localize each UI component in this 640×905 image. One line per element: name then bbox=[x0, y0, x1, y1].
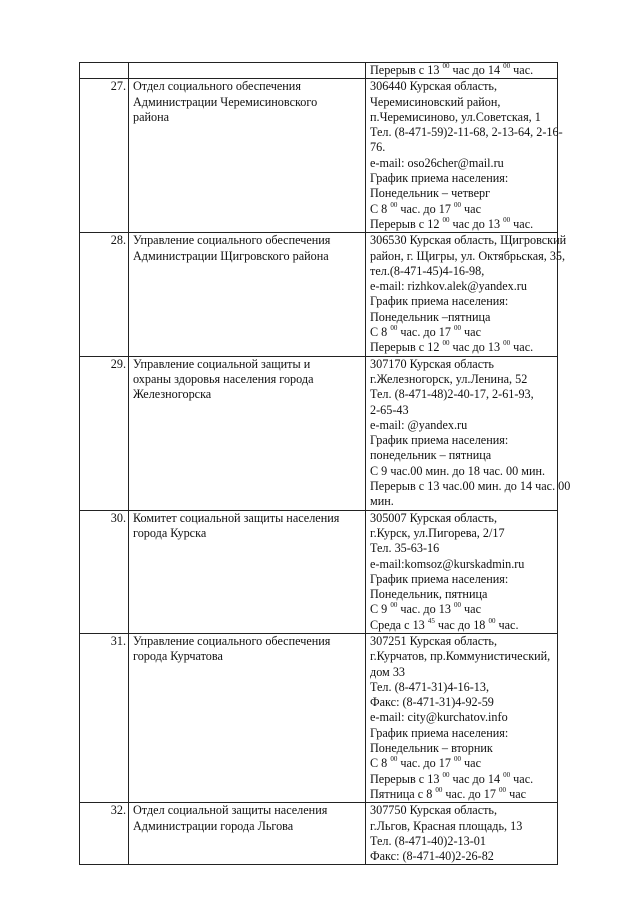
contact-line bbox=[370, 602, 555, 617]
text-fragment: Понедельник –пятница bbox=[370, 309, 491, 324]
superscript-minutes: 00 bbox=[503, 770, 511, 779]
contact-line bbox=[370, 772, 555, 787]
superscript-minutes: 00 bbox=[488, 616, 496, 625]
text-fragment: час. bbox=[510, 216, 534, 231]
department-name-line: Управление социальной защиты и bbox=[133, 356, 311, 371]
text-fragment: Перерыв с 12 bbox=[370, 340, 443, 355]
contact-line bbox=[370, 403, 555, 418]
contact-line bbox=[370, 819, 555, 834]
contact-line bbox=[370, 741, 555, 756]
text-fragment: Понедельник – четверг bbox=[370, 186, 491, 201]
contact-line bbox=[370, 357, 555, 372]
text-fragment: час. до 17 bbox=[442, 786, 500, 801]
text-fragment: С 9 час.00 мин. до 18 час. 00 мин. bbox=[370, 463, 546, 478]
department-name bbox=[129, 633, 366, 802]
text-fragment: час bbox=[461, 201, 481, 216]
superscript-minutes: 00 bbox=[454, 755, 461, 764]
text-fragment: С 8 bbox=[370, 201, 391, 216]
contact-line bbox=[370, 756, 555, 771]
text-fragment: Черемисиновский район, bbox=[370, 94, 501, 109]
text-fragment: 305007 Курская область, bbox=[370, 510, 498, 525]
text-fragment: район, г. Щигры, ул. Октябрьская, 35, bbox=[370, 248, 566, 263]
text-fragment: час. до 17 bbox=[397, 201, 454, 216]
text-fragment: График приема населения: bbox=[370, 433, 509, 448]
superscript-minutes: 00 bbox=[390, 323, 398, 332]
contact-line bbox=[370, 448, 555, 463]
contact-line bbox=[370, 710, 555, 725]
table-row bbox=[80, 356, 558, 510]
department-name-line: охраны здоровья населения города bbox=[133, 371, 314, 386]
text-fragment: С 9 bbox=[370, 602, 391, 617]
contact-line bbox=[370, 634, 555, 649]
contact-line bbox=[370, 310, 555, 325]
text-fragment: час bbox=[461, 602, 481, 617]
superscript-minutes: 00 bbox=[503, 339, 511, 348]
text-fragment: час. bbox=[495, 617, 519, 632]
department-name-line: Администрации Щигровского района bbox=[133, 248, 329, 263]
contact-line bbox=[370, 140, 555, 155]
department-name bbox=[129, 79, 366, 233]
text-fragment: час. до 13 bbox=[397, 602, 454, 617]
contact-line bbox=[370, 217, 555, 232]
department-name-line: Управление социального обеспечения bbox=[133, 233, 331, 248]
contact-line bbox=[370, 572, 555, 587]
contact-info bbox=[366, 63, 558, 79]
contact-line bbox=[370, 849, 555, 864]
contact-info bbox=[366, 803, 558, 865]
text-fragment: График приема населения: bbox=[370, 725, 509, 740]
department-name-line: Администрации Черемисиновского bbox=[133, 94, 318, 109]
contact-line bbox=[370, 726, 555, 741]
row-number: 32. bbox=[80, 803, 129, 865]
department-name bbox=[129, 803, 366, 865]
text-fragment: e-mail:komsoz@kurskadmin.ru bbox=[370, 556, 525, 571]
table-row-continued bbox=[80, 63, 558, 79]
department-name bbox=[129, 356, 366, 510]
contact-line bbox=[370, 279, 555, 294]
department-name-line: Комитет социальной защиты населения bbox=[133, 510, 340, 525]
contact-line bbox=[370, 340, 555, 355]
superscript-minutes: 00 bbox=[503, 215, 511, 224]
text-fragment: Перерыв с 13 bbox=[370, 771, 443, 786]
departments-table bbox=[79, 61, 571, 865]
text-fragment: 2-65-43 bbox=[370, 402, 409, 417]
contact-line bbox=[370, 294, 555, 309]
table-row bbox=[80, 803, 558, 865]
text-fragment: Пятница с 8 bbox=[370, 786, 436, 801]
superscript-minutes: 00 bbox=[442, 215, 450, 224]
superscript-minutes: 00 bbox=[390, 200, 398, 209]
text-fragment: Понедельник – вторник bbox=[370, 741, 493, 756]
contact-line bbox=[370, 803, 555, 818]
row-number: 30. bbox=[80, 510, 129, 633]
contact-info bbox=[366, 633, 558, 802]
table-row bbox=[80, 79, 558, 233]
superscript-minutes: 00 bbox=[454, 601, 461, 610]
superscript-minutes: 00 bbox=[503, 61, 511, 70]
department-name bbox=[129, 510, 366, 633]
contact-line bbox=[370, 95, 555, 110]
contact-line bbox=[370, 110, 555, 125]
text-fragment: п.Черемисиново, ул.Советская, 1 bbox=[370, 109, 541, 124]
table-row bbox=[80, 633, 558, 802]
contact-line bbox=[370, 248, 566, 264]
text-fragment: г.Железногорск, ул.Ленина, 52 bbox=[370, 371, 528, 386]
text-fragment: С 8 bbox=[370, 325, 391, 340]
contact-line bbox=[370, 557, 555, 572]
text-fragment: час. bbox=[510, 340, 534, 355]
text-fragment: г.Льгов, Красная площадь, 13 bbox=[370, 818, 523, 833]
contact-line bbox=[370, 587, 555, 602]
text-fragment: Перерыв с 13 bbox=[370, 63, 443, 77]
contact-line bbox=[370, 372, 555, 387]
text-fragment: час до 13 bbox=[449, 340, 504, 355]
contact-line bbox=[370, 494, 555, 509]
text-fragment: час bbox=[506, 786, 527, 801]
superscript-minutes: 00 bbox=[442, 770, 450, 779]
contact-line bbox=[370, 618, 555, 633]
table-body bbox=[80, 61, 571, 865]
text-fragment: Понедельник, пятница bbox=[370, 587, 488, 602]
contact-line bbox=[370, 511, 555, 526]
superscript-minutes: 00 bbox=[435, 785, 443, 794]
text-fragment: e-mail: oso26cher@mail.ru bbox=[370, 155, 504, 170]
contact-line bbox=[370, 387, 555, 402]
row-number: 29. bbox=[80, 356, 129, 510]
text-fragment: 306440 Курская область, bbox=[370, 79, 498, 94]
text-fragment: час до 14 bbox=[449, 771, 504, 786]
superscript-minutes: 00 bbox=[390, 601, 398, 610]
text-fragment: С 8 bbox=[370, 756, 391, 771]
superscript-minutes: 00 bbox=[454, 200, 461, 209]
department-name-line: Администрации города Льгова bbox=[133, 818, 294, 833]
superscript-minutes: 00 bbox=[499, 785, 507, 794]
contact-line bbox=[370, 695, 555, 710]
text-fragment: час. до 17 bbox=[397, 756, 454, 771]
department-name bbox=[129, 63, 366, 79]
superscript-minutes: 45 bbox=[427, 616, 435, 625]
table-row bbox=[80, 233, 558, 356]
contact-line bbox=[370, 418, 555, 433]
contact-line bbox=[370, 186, 555, 201]
text-fragment: e-mail: rizhkov.alek@yandex.ru bbox=[370, 279, 527, 294]
text-fragment: г.Курск, ул.Пигорева, 2/17 bbox=[370, 525, 505, 540]
text-fragment: График приема населения: bbox=[370, 571, 509, 586]
text-fragment: Тел. (8-471-48)2-40-17, 2-61-93, bbox=[370, 387, 534, 402]
department-name-line: Управление социального обеспечения bbox=[133, 633, 331, 648]
text-fragment: Тел. (8-471-40)2-13-01 bbox=[370, 833, 486, 848]
text-fragment: час до 18 bbox=[434, 617, 489, 632]
contact-line bbox=[370, 156, 555, 171]
contact-line bbox=[370, 264, 555, 279]
text-fragment: час. bbox=[510, 771, 534, 786]
text-fragment: Перерыв с 13 час.00 мин. до 14 час. 00 bbox=[370, 479, 571, 494]
contact-line bbox=[370, 526, 555, 541]
department-name-line: города Курчатова bbox=[133, 649, 223, 664]
text-fragment: График приема населения: bbox=[370, 171, 509, 186]
department-name-line: Отдел социальной защиты населения bbox=[133, 803, 328, 818]
superscript-minutes: 00 bbox=[442, 339, 450, 348]
superscript-minutes: 00 bbox=[390, 755, 398, 764]
department-name-line: Отдел социального обеспечения bbox=[133, 79, 301, 94]
contact-line bbox=[370, 649, 555, 664]
text-fragment: 307251 Курская область, bbox=[370, 633, 498, 648]
text-fragment: 307170 Курская область bbox=[370, 356, 494, 371]
contact-line bbox=[370, 63, 555, 78]
table-row bbox=[80, 510, 558, 633]
text-fragment: Факс: (8-471-40)2-26-82 bbox=[370, 849, 494, 864]
text-fragment: e-mail: @yandex.ru bbox=[370, 417, 468, 432]
contact-line bbox=[370, 787, 555, 802]
text-fragment: час. до 17 bbox=[397, 325, 454, 340]
contact-line bbox=[370, 665, 555, 680]
contact-info bbox=[366, 510, 558, 633]
contact-line bbox=[370, 834, 555, 849]
text-fragment: 76. bbox=[370, 140, 386, 155]
superscript-minutes: 00 bbox=[442, 61, 450, 70]
contact-line bbox=[370, 202, 555, 217]
row-number: 27. bbox=[80, 79, 129, 233]
text-fragment: г.Курчатов, пр.Коммунистический, bbox=[370, 649, 551, 664]
text-fragment: 306530 Курская область, Щигровский bbox=[370, 233, 567, 248]
text-fragment: Факс: (8-471-31)4-92-59 bbox=[370, 695, 494, 710]
text-fragment: Тел. (8-471-59)2-11-68, 2-13-64, 2-16- bbox=[370, 125, 563, 140]
text-fragment: Тел. 35-63-16 bbox=[370, 541, 440, 556]
department-name bbox=[129, 233, 366, 356]
text-fragment: Среда с 13 bbox=[370, 617, 428, 632]
text-fragment: тел.(8-471-45)4-16-98, bbox=[370, 263, 485, 278]
contact-line bbox=[370, 433, 555, 448]
contact-line bbox=[370, 79, 555, 94]
text-fragment: e-mail: city@kurchatov.info bbox=[370, 710, 508, 725]
text-fragment: понедельник – пятница bbox=[370, 448, 492, 463]
text-fragment: час до 14 bbox=[449, 63, 504, 77]
row-number bbox=[80, 63, 129, 79]
text-fragment: час bbox=[461, 756, 481, 771]
contact-info bbox=[366, 356, 571, 510]
text-fragment: График приема населения: bbox=[370, 294, 509, 309]
contact-info bbox=[366, 233, 567, 356]
text-fragment: Тел. (8-471-31)4-16-13, bbox=[370, 679, 489, 694]
contact-line bbox=[370, 233, 567, 248]
text-fragment: час. bbox=[510, 63, 534, 77]
row-number: 28. bbox=[80, 233, 129, 356]
superscript-minutes: 00 bbox=[454, 323, 461, 332]
text-fragment: час bbox=[461, 325, 481, 340]
contact-line bbox=[370, 479, 571, 494]
text-fragment: Перерыв с 12 bbox=[370, 216, 443, 231]
contact-line bbox=[370, 464, 555, 479]
text-fragment: дом 33 bbox=[370, 664, 406, 679]
row-number: 31. bbox=[80, 633, 129, 802]
text-fragment: 307750 Курская область, bbox=[370, 803, 498, 818]
department-name-line: Железногорска bbox=[133, 387, 212, 402]
text-fragment: мин. bbox=[370, 494, 394, 509]
contact-line bbox=[370, 125, 563, 140]
text-fragment: час до 13 bbox=[449, 216, 504, 231]
contact-line bbox=[370, 541, 555, 556]
contact-line bbox=[370, 325, 555, 340]
department-name-line: района bbox=[133, 109, 170, 124]
department-name-line: города Курска bbox=[133, 525, 207, 540]
contact-line bbox=[370, 680, 555, 695]
contact-line bbox=[370, 171, 555, 186]
contact-info bbox=[366, 79, 563, 233]
